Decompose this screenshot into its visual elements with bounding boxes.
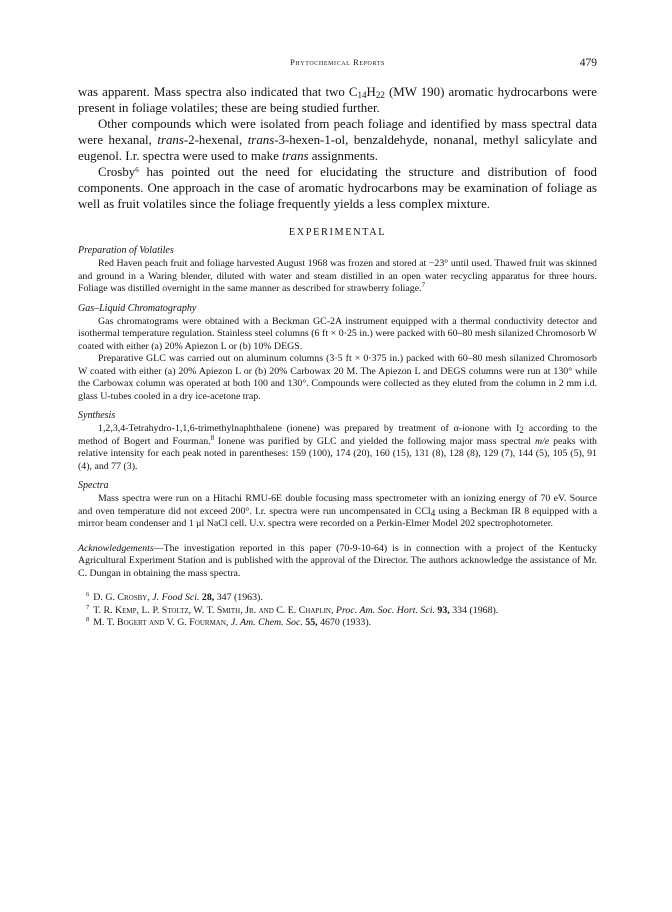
intro-paragraph-3: Crosby$^6$ has pointed out the need for elucidating the structure and distribution of food components. One approach in the case of aromatic hydrocarbons may be examination of foliage as well as fruit volatiles since the foliage frequently yields a less complex mixture.: [78, 165, 597, 211]
spectra-text: Mass spectra were run on a Hitachi RMU-6E double focusing mass spectrometer with an ionizing energy of 70 eV. Source and oven temperature did not exceed 200°. I.r. spectra were run uncompensated in CCl$_4$ using a Beckman IR 8 equipped with a mirror beam condenser and 1 μl NaCl cell. U.v. spectra were recorded on a Perkin-Elmer Model 202 spectrophotometer.: [78, 493, 597, 529]
synthesis-heading: Synthesis: [78, 410, 116, 421]
glc-text: Gas chromatograms were obtained with a Beckman GC-2A instrument equipped with a thermal conductivity detector and isothermal temperature regulation. Stainless steel columns (6 ft × 0·25 in.) were packed with 60–80 mesh silanized Chromosorb W coated with either (a) 20% Apiezon L or (b) 10% DEGS. Preparative GLC was carried out on aluminum columns (3·5 ft × 0·375 in.) packed with 60–80 mesh silanized Chromosorb W coated with either (a) 20% Apiezon L or (b) 20% Carbowax 20 M. The Apiezon L and DEGS columns were run at 130° while the Carbowax column was operated at both 100 and 130°. Compounds were collected as they eluted from the column in 2 mm i.d. glass U-tubes cooled in a dry ice-acetone trap.: [78, 315, 597, 402]
reference-list: [78, 592, 597, 630]
intro-paragraph-2: Other compounds which were isolated from peach foliage and identified by mass spectral data were hexanal, trans-2-hexenal, trans-3-hexen-1-ol, benzaldehyde, nonanal, methyl salicylate and eugenol. I.r. spectra were used to make trans assignments.: [78, 117, 598, 163]
synthesis-text: 1,2,3,4-Tetrahydro-1,1,6-trimethylnaphthalene (ionene) was prepared by treatment of α-ionone with $I_2$ according to the method of Bogert and Fourman.$^8$ Ionene was purified by GLC and yielded the following major mass spectral m/e peaks with relative intensity for each peak noted in parentheses: 159 (100), 174 (20), 160 (15), 131 (8), 128 (8), 129 (7), 144 (5), 105 (5), 91 (4), and 77 (3).: [78, 423, 597, 472]
preparation-text: Red Haven peach fruit and foliage harvested August 1968 was frozen and stored at −23° until used. Thawed fruit was skinned and ground in a Waring blender, diluted with water and steam distilled in an open water recycling apparatus for three hours. Foliage was distilled overnight in the same manner as described for strawberry foliage.$^7$: [78, 258, 597, 294]
reference-item: $^8$ M. T. Bogert and V. G. Fourman, J. Am. Chem. Soc. 55, 4670 (1933).: [86, 616, 372, 628]
journal-title: Phytochemical Reports: [290, 58, 385, 67]
acknowledgements-label: Acknowledgements: [78, 542, 154, 554]
spectra-heading: Spectra: [78, 480, 109, 491]
intro-paragraph-1: was apparent. Mass spectra also indicated that two $C_{14}H_{22}$ (MW 190) aromatic hydrocarbons were present in foliage volatiles; these are being studied further.: [78, 85, 597, 115]
experimental-heading: EXPERIMENTAL: [288, 227, 387, 238]
citation-7: 7: [421, 281, 426, 289]
journal-page: [78, 58, 597, 630]
running-head: [78, 58, 597, 74]
citation-6: 6: [135, 166, 139, 174]
page-number: 479: [579, 57, 597, 69]
citation-8: 8: [210, 433, 215, 442]
glc-heading: Gas–Liquid Chromatography: [78, 302, 197, 314]
acknowledgements: Acknowledgements—The investigation reported in this paper (70-9-10-64) is in connection with a project of the Kentucky Agricultural Experiment Station and is published with the approval of the Director. The authors acknowledge the assistance of Mr. C. Dungan in obtaining the mass spectra.: [78, 542, 597, 579]
preparation-heading: Preparation of Volatiles: [78, 245, 174, 256]
reference-item: $^6$ D. G. Crosby, J. Food Sci. 28, 347 (1963).: [86, 591, 263, 603]
reference-item: $^7$ T. R. Kemp, L. P. Stoltz, W. T. Smith, Jr. and C. E. Chaplin, Proc. Am. Soc. Hort. Sci. 93, 334 (1968).: [86, 603, 499, 616]
intro-text: [78, 84, 597, 212]
